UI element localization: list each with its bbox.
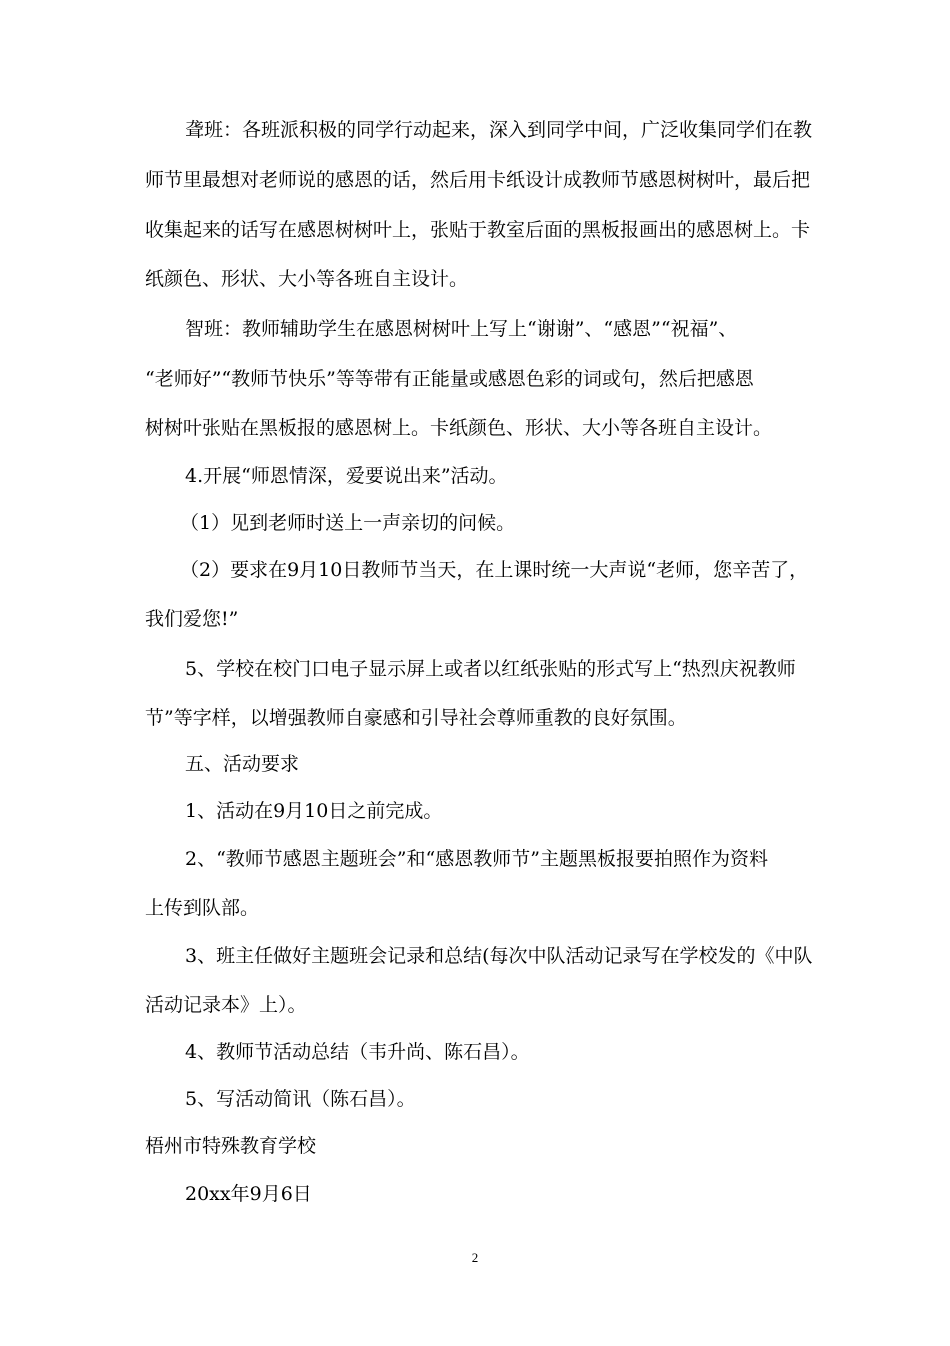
paragraph-line: 收集起来的话写在感恩树树叶上，张贴于教室后面的黑板报画出的感恩树上。卡 (145, 219, 811, 241)
paragraph-line: 师节里最想对老师说的感恩的话，然后用卡纸设计成教师节感恩树树叶，最后把 (145, 169, 811, 191)
paragraph-line: 2、“教师节感恩主题班会”和“感恩教师节”主题黑板报要拍照作为资料 (185, 848, 768, 870)
paragraph-line: 上传到队部。 (145, 897, 260, 919)
paragraph-line: 4、教师节活动总结（韦升尚、陈石昌）。 (185, 1041, 530, 1063)
page-number: 2 (471, 1250, 479, 1265)
paragraph-line: 1、活动在9月10日之前完成。 (185, 800, 443, 822)
paragraph-line: 我们爱您!” (145, 608, 239, 630)
paragraph-line: 聋班：各班派积极的同学行动起来，深入到同学中间，广泛收集同学们在教 (185, 119, 813, 141)
paragraph-line: （1）见到老师时送上一声亲切的问候。 (180, 512, 516, 534)
paragraph-line: 智班：教师辅助学生在感恩树树叶上写上“谢谢”、“感恩”“祝福”、 (185, 318, 738, 340)
paragraph-line: 纸颜色、形状、大小等各班自主设计。 (145, 268, 469, 290)
section-heading: 五、活动要求 (185, 753, 300, 775)
paragraph-line: 树树叶张贴在黑板报的感恩树上。卡纸颜色、形状、大小等各班自主设计。 (145, 417, 773, 439)
paragraph-line: “老师好”“教师节快乐”等等带有正能量或感恩色彩的词或句，然后把感恩 (145, 368, 754, 390)
paragraph-line: 4.开展“师恩情深，爱要说出来”活动。 (185, 465, 508, 487)
paragraph-line: （2）要求在9月10日教师节当天，在上课时统一大声说“老师，您辛苦了， (180, 559, 809, 581)
paragraph-line: 节”等字样，以增强教师自豪感和引导社会尊师重教的良好氛围。 (145, 707, 687, 729)
signature-date: 20xx年9月6日 (185, 1183, 312, 1205)
paragraph-line: 5、学校在校门口电子显示屏上或者以红纸张贴的形式写上“热烈庆祝教师 (185, 658, 796, 680)
paragraph-line: 活动记录本》上）。 (145, 994, 307, 1016)
signature-organization: 梧州市特殊教育学校 (145, 1135, 317, 1157)
paragraph-line: 5、写活动简讯（陈石昌）。 (185, 1088, 416, 1110)
paragraph-line: 3、班主任做好主题班会记录和总结(每次中队活动记录写在学校发的《中队 (185, 945, 813, 967)
